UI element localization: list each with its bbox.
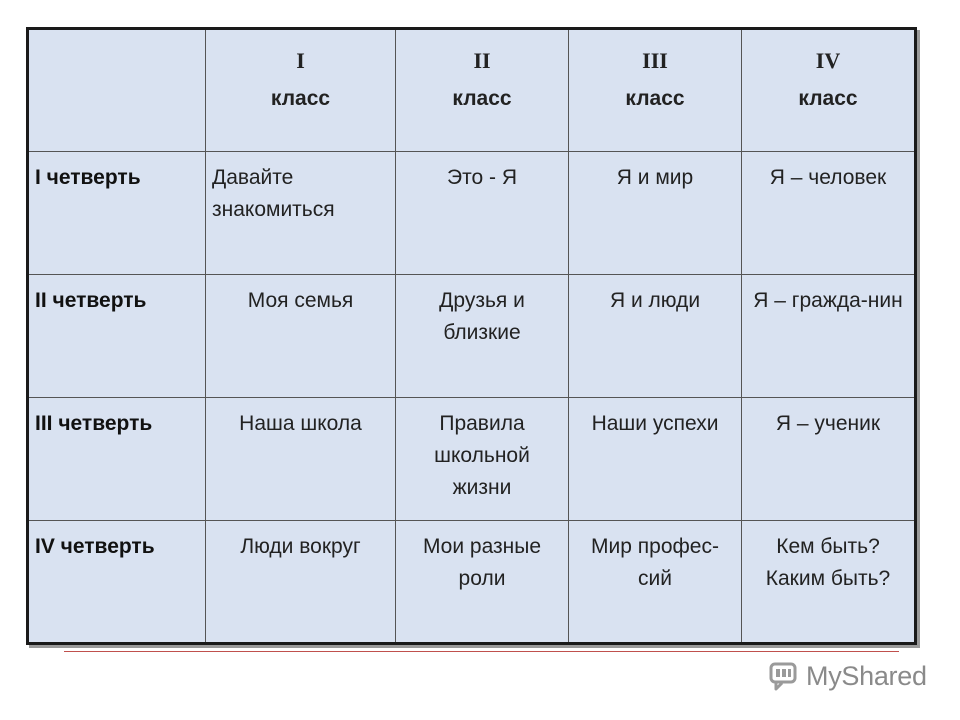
column-header-3: [569, 29, 742, 152]
table-row: [28, 275, 916, 398]
watermark-logo: [766, 656, 927, 696]
column-word: класс: [270, 87, 331, 110]
row-label: III четверть: [28, 398, 206, 521]
corner-cell: [28, 29, 206, 152]
table-cell: Я и мир: [569, 152, 742, 275]
table-cell: Я – гражда-нин: [742, 275, 916, 398]
column-roman: II: [473, 48, 491, 73]
table-cell: Давайте знакомиться: [206, 152, 396, 275]
bottom-divider: [64, 651, 899, 652]
column-header-1: [206, 29, 396, 152]
share-icon: [766, 658, 802, 694]
table-cell: Я и люди: [569, 275, 742, 398]
row-label: IV четверть: [28, 521, 206, 644]
column-word: класс: [452, 87, 512, 110]
column-roman: IV: [815, 48, 841, 73]
table-cell: Моя семья: [206, 275, 396, 398]
table-cell: Это - Я: [396, 152, 569, 275]
curriculum-table: [26, 27, 917, 645]
table-cell: Наши успехи: [569, 398, 742, 521]
table-cell: Кем быть? Каким быть?: [742, 521, 916, 644]
table-row: [28, 521, 916, 644]
table-cell: Правила школьной жизни: [396, 398, 569, 521]
table-cell: Я – ученик: [742, 398, 916, 521]
column-roman: I: [296, 48, 305, 73]
table-cell: Наша школа: [206, 398, 396, 521]
table-cell: Друзья и близкие: [396, 275, 569, 398]
column-word: класс: [625, 87, 685, 110]
table-cell: Я – человек: [742, 152, 916, 275]
watermark-text: MyShared: [806, 660, 927, 691]
column-word: класс: [798, 87, 858, 110]
column-header-2: [396, 29, 569, 152]
table-row: [28, 398, 916, 521]
row-label: I четверть: [28, 152, 206, 275]
table-row: [28, 152, 916, 275]
table-cell: Люди вокруг: [206, 521, 396, 644]
header-row: [28, 29, 916, 152]
table-cell: Мои разные роли: [396, 521, 569, 644]
column-header-4: [742, 29, 916, 152]
table-cell: Мир профес-сий: [569, 521, 742, 644]
column-roman: III: [642, 48, 668, 73]
row-label: II четверть: [28, 275, 206, 398]
